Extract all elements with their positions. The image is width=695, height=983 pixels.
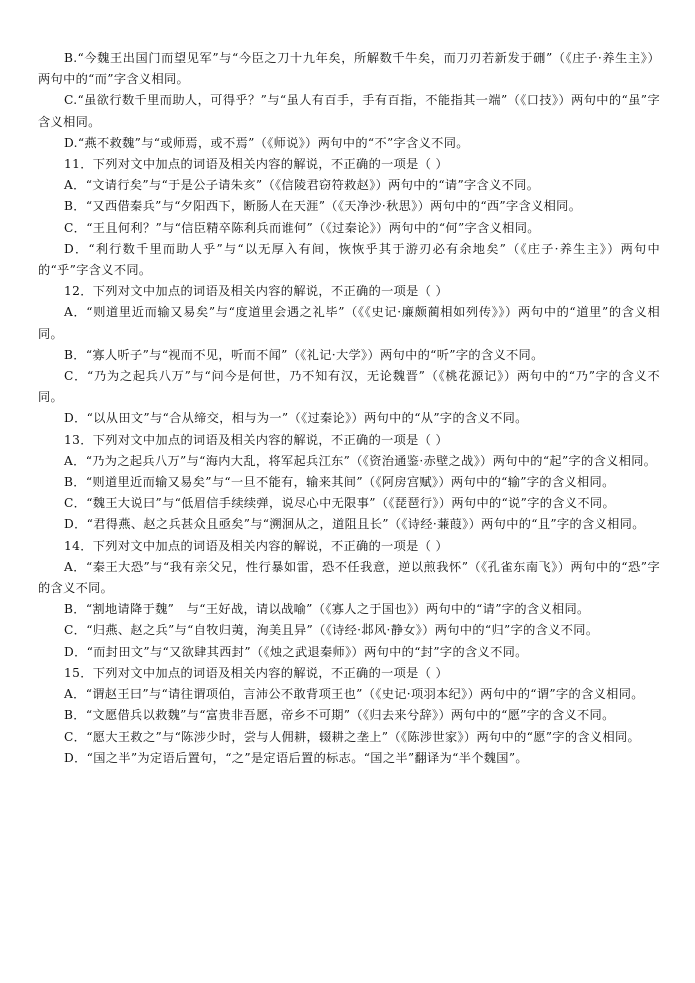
answer-option: A．“乃为之起兵八万”与“海内大乱，将军起兵江东”（《资治通鉴·赤壁之战》）两句中的“起”字的含义相同。 bbox=[64, 453, 657, 468]
answer-option: B．“文愿借兵以救魏”与“富贵非吾愿，帝乡不可期”（《归去来兮辞》）两句中的“愿”字的含义不同。 bbox=[64, 708, 615, 723]
answer-option: C．“归燕、赵之兵”与“自牧归荑，洵美且异”（《诗经·邶风·静女》）两句中的“归”字的含义不同。 bbox=[64, 623, 599, 638]
answer-option: D．“国之半”为定语后置句，“之”是定语后置的标志。“国之半”翻译为“半个魏国”。 bbox=[64, 750, 528, 765]
answer-option: A．“则道里近而输又易矣”与“度道里会遇之礼毕”（《《史记·廉颇蔺相如列传》》）两句中的“道里”的含义相同。 bbox=[38, 305, 660, 341]
answer-option: B．“寡人听子”与“视而不见，听而不闻”（《礼记·大学》）两句中的“听”字的含义不同。 bbox=[64, 347, 544, 362]
answer-option: D．“利行数千里而助人乎”与“以无厚入有间，恢恢乎其于游刃必有余地矣”（《庄子·养生主》）两句中的“乎”字含义不同。 bbox=[38, 241, 660, 278]
answer-option: D.“燕不救魏”与“或师焉，或不焉”（《师说》）两句中的“不”字含义不同。 bbox=[64, 135, 469, 150]
answer-option: C．“愿大王救之”与“陈涉少时，尝与人佣耕，辍耕之垄上”（《陈涉世家》）两句中的“愿”字的含义相同。 bbox=[64, 729, 641, 744]
answer-option: D．“而封田文”与“又欲肆其西封”（《烛之武退秦师》）两句中的“封”字的含义不同。 bbox=[64, 644, 528, 659]
answer-option: A．“秦王大恐”与“我有亲父兄，性行暴如雷，恐不任我意，逆以煎我怀”（《孔雀东南飞》）两句中的“恐”字的含义不同。 bbox=[38, 559, 660, 596]
answer-option: D．“君得燕、赵之兵甚众且亟矣”与“溯洄从之，道阻且长”（《诗经·蒹葭》）两句中的“且”字的含义相同。 bbox=[64, 517, 645, 532]
answer-option: B．“割地请降于魏” 与“王好战，请以战喻”（《寡人之于国也》）两句中的“请”字的含义相同。 bbox=[64, 602, 590, 617]
answer-option: B．“则道里近而输又易矣”与“一旦不能有，输来其间”（《阿房宫赋》）两句中的“输”字的含义相同。 bbox=[64, 475, 615, 490]
answer-option: C．“乃为之起兵八万”与“问今是何世，乃不知有汉，无论魏晋”（《桃花源记》）两句中的“乃”字的含义不同。 bbox=[38, 369, 660, 405]
answer-option: C．“王且何利？”与“信臣精卒陈利兵而谁何”（《过秦论》）两句中的“何”字含义相同。 bbox=[64, 220, 540, 235]
answer-option: A．“文请行矣”与“于是公子请朱亥”（《信陵君窃符救赵》）两句中的“请”字含义不同。 bbox=[64, 178, 540, 193]
question-stem: 15．下列对文中加点的词语及相关内容的解说，不正确的一项是（ ） bbox=[64, 665, 449, 680]
question-stem: 12．下列对文中加点的词语及相关内容的解说，不正确的一项是（ ） bbox=[64, 284, 449, 299]
question-stem: 11．下列对文中加点的词语及相关内容的解说，不正确的一项是（ ） bbox=[64, 157, 449, 172]
question-text-block bbox=[38, 48, 660, 769]
question-stem: 13．下列对文中加点的词语及相关内容的解说，不正确的一项是（ ） bbox=[64, 432, 449, 447]
answer-option: B．“又西借秦兵”与“夕阳西下，断肠人在天涯”（《天净沙·秋思》）两句中的“西”字含义相同。 bbox=[64, 199, 582, 214]
answer-option: D．“以从田文”与“合从缔交，相与为一”（《过秦论》）两句中的“从”字的含义不同。 bbox=[64, 411, 528, 426]
answer-option: B.“今魏王出国门而望见军”与“今臣之刀十九年矣，所解数千牛矣，而刀刃若新发于硎”（《庄子·养生主》）两句中的“而”字含义相同。 bbox=[38, 51, 660, 87]
question-stem: 14．下列对文中加点的词语及相关内容的解说，不正确的一项是（ ） bbox=[64, 538, 449, 553]
answer-option: C.“虽欲行数千里而助人，可得乎？”与“虽人有百手，手有百指，不能指其一端”（《口技》）两句中的“虽”字含义相同。 bbox=[38, 93, 660, 129]
answer-option: A．“谓赵王曰”与“请往谓项伯，言沛公不敢背项王也”（《史记·项羽本纪》）两句中的“谓”字的含义相同。 bbox=[64, 687, 644, 702]
answer-option: C．“魏王大说曰”与“低眉信手续续弹，说尽心中无限事”（《琵琶行》）两句中的“说”字的含义不同。 bbox=[64, 496, 615, 511]
